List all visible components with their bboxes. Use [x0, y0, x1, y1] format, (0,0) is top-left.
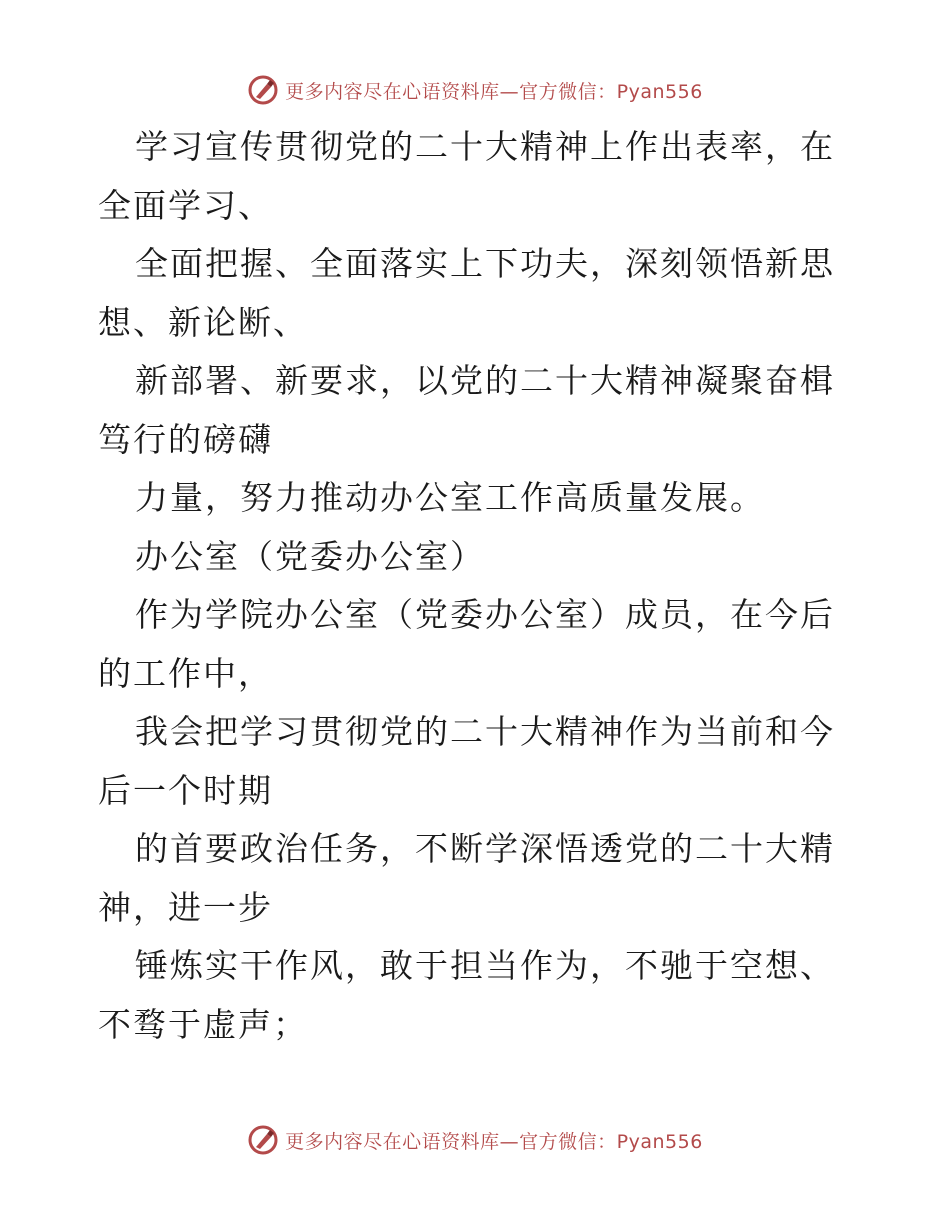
document-body: [98, 118, 858, 1054]
watermark-text: 更多内容尽在心语资料库—官方微信：Pyan556: [285, 80, 703, 103]
header-watermark: [0, 70, 950, 110]
paragraph: 我会把学习贯彻党的二十大精神作为当前和今后一个时期: [98, 712, 835, 810]
paragraph: 锤炼实干作风，敢于担当作为，不驰于空想、不骛于虚声；: [98, 946, 835, 1044]
paragraph: 办公室（党委办公室）: [135, 536, 485, 576]
paragraph: 的首要政治任务，不断学深悟透党的二十大精神，进一步: [98, 829, 835, 927]
paragraph: 全面把握、全面落实上下功夫，深刻领悟新思想、新论断、: [98, 244, 835, 342]
paragraph: 新部署、新要求，以党的二十大精神凝聚奋楫笃行的磅礴: [98, 361, 835, 459]
paragraph: 作为学院办公室（党委办公室）成员，在今后的工作中，: [98, 595, 835, 693]
pen-logo-icon: [247, 74, 279, 106]
paragraph: 学习宣传贯彻党的二十大精神上作出表率，在全面学习、: [98, 127, 835, 225]
watermark-text: 更多内容尽在心语资料库—官方微信：Pyan556: [285, 1130, 703, 1153]
paragraph: 力量，努力推动办公室工作高质量发展。: [135, 478, 765, 517]
pen-logo-icon: [247, 1124, 279, 1156]
footer-watermark: [0, 1120, 950, 1160]
